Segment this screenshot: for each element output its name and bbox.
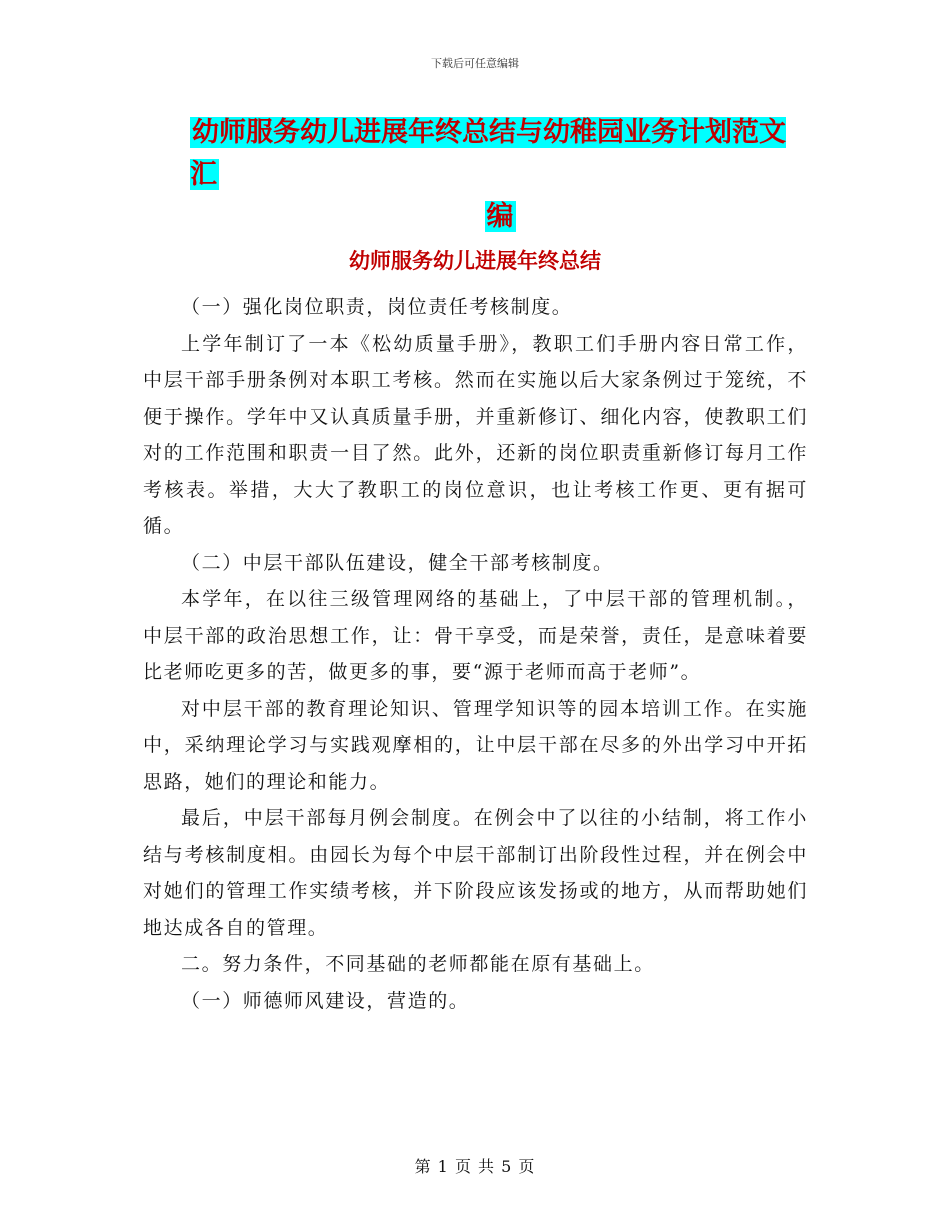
- paragraph: （二）中层干部队伍建设，健全干部考核制度。: [181, 551, 614, 574]
- page-footer: 第 1 页 共 5 页: [414, 1157, 536, 1176]
- header-note: 下载后可任意编辑: [431, 57, 519, 70]
- body-text: [143, 289, 808, 1019]
- section-title: 幼师服务幼儿进展年终总结: [349, 249, 601, 273]
- document-title-line-1: 幼师服务幼儿进展年终总结与幼稚园业务计划范文汇: [190, 117, 786, 190]
- paragraph: 上学年制订了一本《松幼质量手册》，教职工们手册内容日常工作，中层干部手册条例对本职工考核。然而在实施以后大家条例过于笼统，不便于操作。学年中又认真质量手册，并重新修订、细化内容，使教职工们对的工作范围和职责一目了然。此外，还新的岗位职责重新修订每月工作考核表。举措，大大了教职工的岗位意识，也让考核工作更、更有据可循。: [143, 332, 808, 537]
- paragraph: （一）师德师风建设，营造的。: [181, 989, 470, 1012]
- paragraph: 对中层干部的教育理论知识、管理学知识等的园本培训工作。在实施中，采纳理论学习与实践观摩相的，让中层干部在尽多的外出学习中开拓思路，她们的理论和能力。: [143, 697, 808, 793]
- document-title-line-2: 编: [486, 201, 514, 232]
- paragraph: 本学年，在以往三级管理网络的基础上，了中层干部的管理机制。，中层干部的政治思想工作，让：骨干享受，而是荣誉，责任，是意味着要比老师吃更多的苦，做更多的事，要“源于老师而高于老师”。: [143, 588, 808, 683]
- document-title: [190, 112, 810, 238]
- paragraph: （一）强化岗位职责，岗位责任考核制度。: [181, 296, 573, 318]
- paragraph: 二。努力条件，不同基础的老师都能在原有基础上。: [181, 953, 655, 975]
- paragraph: 最后，中层干部每月例会制度。在例会中了以往的小结制，将工作小结与考核制度相。由园长为每个中层干部制订出阶段性过程，并在例会中对她们的管理工作实绩考核，并下阶段应该发扬或的地方，从而帮助她们地达成各自的管理。: [143, 807, 808, 939]
